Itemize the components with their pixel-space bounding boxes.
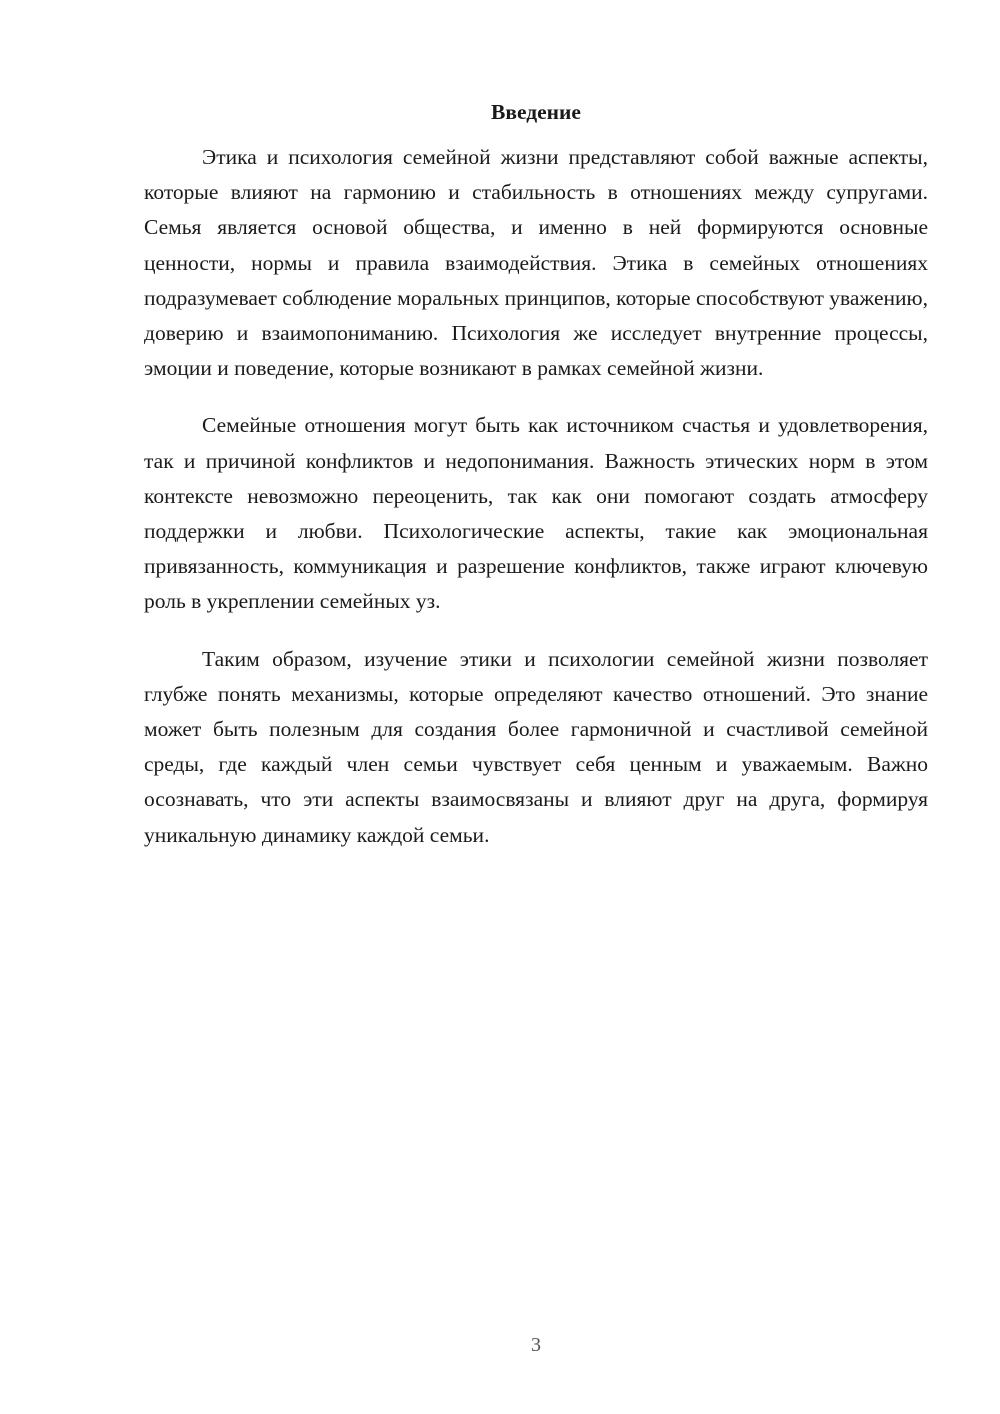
paragraph-1: Этика и психология семейной жизни представляют собой важные аспекты, которые влияют на гармонию и стабильность в отношениях между супругами. Семья является основой общества, и именно в ней формируются основные ценности, нормы и правила взаимодействия. Этика в семейных отношениях подразумевает соблюдение моральных принципов, которые способствуют уважению, доверию и взаимопониманию. Психология же исследует внутренние процессы, эмоции и поведение, которые возникают в рамках семейной жизни. (144, 145, 928, 381)
page-content (144, 96, 928, 875)
page-number: 3 (531, 1334, 541, 1356)
paragraph-3: Таким образом, изучение этики и психологии семейной жизни позволяет глубже понять механизмы, которые определяют качество отношений. Это знание может быть полезным для создания более гармоничной и счастливой семейной среды, где каждый член семьи чувствует себя ценным и уважаемым. Важно осознавать, что эти аспекты взаимосвязаны и влияют друг на друга, формируя уникальную динамику каждой семьи. (144, 646, 928, 847)
section-heading: Введение (491, 100, 581, 124)
paragraph-2: Семейные отношения могут быть как источником счастья и удовлетворения, так и причиной конфликтов и недопонимания. Важность этических норм в этом контексте невозможно переоценить, так как они помогают создать атмосферу поддержки и любви. Психологические аспекты, такие как эмоциональная привязанность, коммуникация и разрешение конфликтов, также играют ключевую роль в укреплении семейных уз. (144, 413, 928, 614)
